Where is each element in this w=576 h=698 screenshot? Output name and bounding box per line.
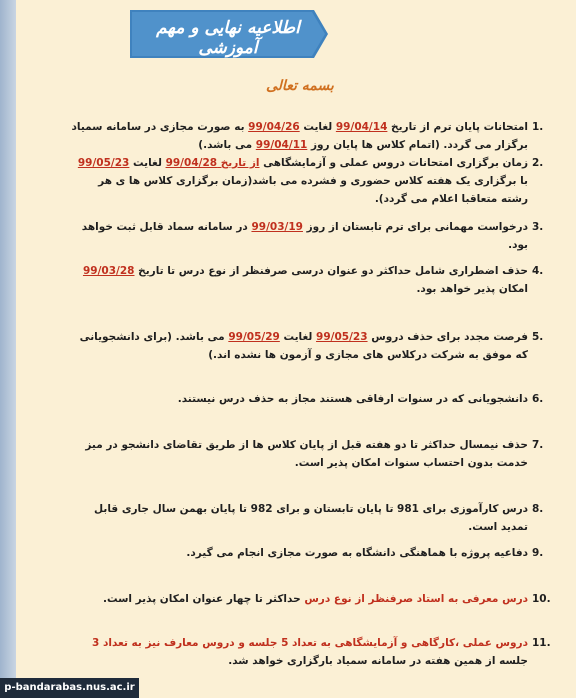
item-text <box>94 503 528 533</box>
item-text <box>178 393 528 405</box>
highlighted-date: 99/04/11 <box>255 139 308 151</box>
item-text-segment: لغایت <box>299 121 336 133</box>
item-text-segment: می باشد.) <box>198 139 256 151</box>
item-number: 9. <box>532 547 544 559</box>
item-text <box>103 593 528 605</box>
item-number: 5. <box>532 331 544 343</box>
bismillah-heading: بسمه تعالی <box>266 78 334 94</box>
highlighted-date: 99/05/23 <box>77 157 130 169</box>
item-text <box>85 439 528 469</box>
item-text-segment: به صورت مجازی در سامانه سمیاد برگزار می گردد. (اتمام کلاس ها پایان روز <box>71 121 528 151</box>
highlighted-date: 99/03/19 <box>251 221 303 233</box>
item-text-segment: حداکثر تا چهار عنوان امکان پذیر است. <box>102 593 305 605</box>
item-text-segment: دانشجویانی که در سنوات ارفاقی هستند مجاز به حذف درس نیستند. <box>177 393 528 405</box>
list-item <box>68 590 551 608</box>
list-item <box>68 262 544 298</box>
highlighted-date: 99/04/26 <box>248 121 300 133</box>
list-item <box>68 328 544 364</box>
item-text-segment: درس کارآموزی برای 981 تا پایان تابستان و برای 982 تا پایان بهمن سال جاری قابل تمدید است. <box>94 503 528 533</box>
list-item <box>68 118 544 154</box>
item-number: 7. <box>532 439 544 451</box>
item-text-segment: حذف نیمسال حداکثر تا دو هفته قبل از پایان کلاس ها از طریق تقاضای دانشجو در میز خدمت بدون احتساب سنوات امکان پذیر است. <box>85 439 528 469</box>
highlighted-date: 99/05/23 <box>316 331 368 343</box>
item-text-segment: لغایت <box>279 331 317 343</box>
item-number: 3. <box>532 221 544 233</box>
list-item <box>68 500 544 536</box>
item-text-segment: دفاعیه پروژه با هماهنگی دانشگاه به صورت مجازی انجام می گیرد. <box>186 547 528 559</box>
item-text <box>186 547 528 559</box>
item-text-segment: زمان برگزاری امتحانات دروس عملی و آزمایشگاهی <box>259 157 528 169</box>
item-text <box>92 637 528 667</box>
item-text-segment: در سامانه سماد قابل ثبت خواهد بود. <box>81 221 528 251</box>
item-text-segment: فرصت مجدد برای حذف دروس <box>367 331 528 343</box>
highlighted-date: از تاریخ 99/04/28 <box>165 157 260 169</box>
item-text-segment: حذف اضطراری شامل حداکثر دو عنوان درسی صرفنظر از نوع درس تا تاریخ <box>134 265 528 277</box>
item-text <box>80 331 528 361</box>
list-item <box>68 390 544 408</box>
highlighted-date: 99/05/29 <box>228 331 280 343</box>
title-banner <box>130 6 328 62</box>
list-item <box>68 436 544 472</box>
highlighted-text: دروس عملی ،کارگاهی و آزمایشگاهی به تعداد 5 جلسه و دروس معارف نیز به تعداد 3 <box>92 637 528 649</box>
left-decorative-bar <box>0 0 16 698</box>
list-item <box>68 544 544 562</box>
item-number: 2. <box>532 157 544 169</box>
item-text <box>71 121 528 151</box>
item-number: 8. <box>532 503 544 515</box>
website-link[interactable]: p-bandarabas.nus.ac.ir <box>0 678 139 698</box>
item-text <box>82 221 528 251</box>
item-text-segment: لغایت <box>129 157 166 169</box>
highlighted-text: درس معرفی به استاد صرفنظر از نوع درس <box>304 593 528 605</box>
item-number: 11. <box>532 637 551 649</box>
highlighted-date: 99/03/28 <box>82 265 135 277</box>
item-number: 4. <box>532 265 544 277</box>
item-text <box>83 265 528 295</box>
item-text-segment: درخواست مهمانی برای ترم تابستان از روز <box>302 221 528 233</box>
list-item <box>68 218 544 254</box>
item-text-segment: با برگزاری یک هفته کلاس حضوری و فشرده می باشد(زمان برگزاری کلاس ها ی هر رشته متعاقبا اعلام می گردد). <box>98 175 528 205</box>
list-item <box>68 154 544 208</box>
highlighted-date: 99/04/14 <box>335 121 388 133</box>
item-text <box>78 157 528 205</box>
item-text-segment: امتحانات پایان ترم از تاریخ <box>387 121 528 133</box>
item-text-segment: جلسه از همین هفته در سامانه سمیاد بارگزاری خواهد شد. <box>228 655 528 667</box>
item-text-segment: امکان پذیر خواهد بود. <box>416 283 528 295</box>
item-number: 1. <box>532 121 544 133</box>
banner-title: اطلاعیه نهایی و مهم آموزشی <box>156 18 300 58</box>
item-number: 6. <box>532 393 544 405</box>
item-number: 10. <box>532 593 551 605</box>
item-text-segment: می باشد. (برای دانشجویانی که موفق به شرکت درکلاس های مجازی و آزمون ها نشده اند.) <box>79 331 528 361</box>
list-item <box>68 634 551 670</box>
